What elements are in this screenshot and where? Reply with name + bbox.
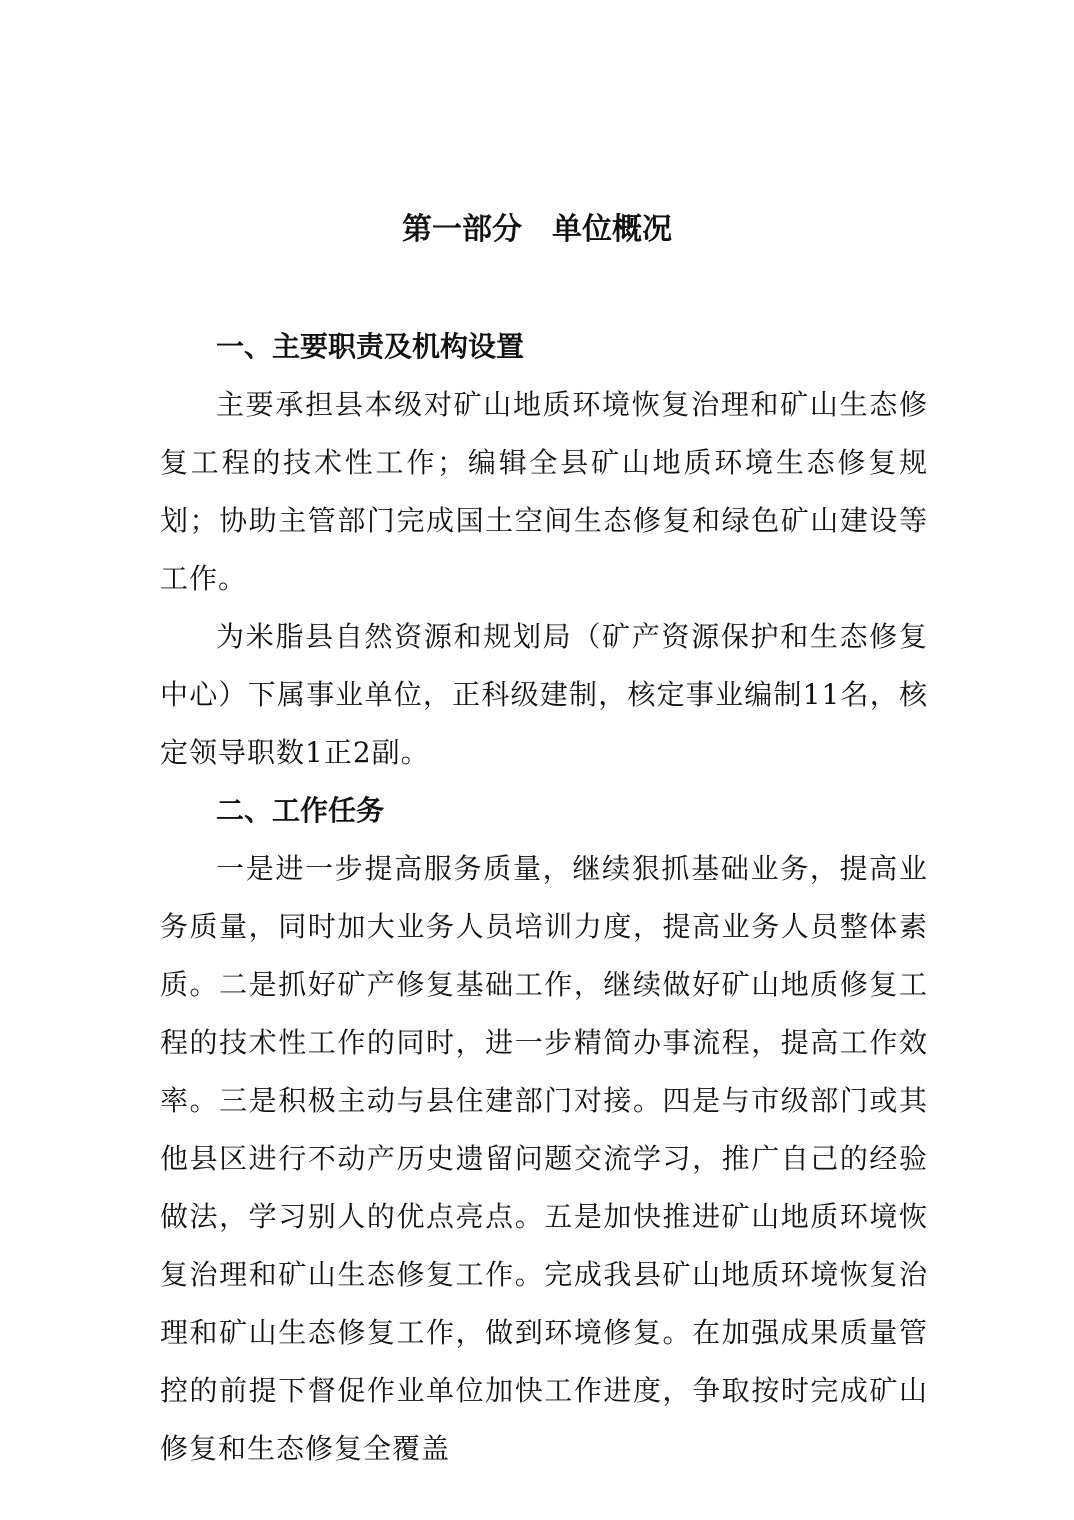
section-heading-2: 二、工作任务 (216, 794, 385, 827)
part-title: 第一部分 单位概况 (402, 212, 672, 247)
section-2-paragraph-1: 一是进一步提高服务质量，继续狠抓基础业务，提高业务质量，同时加大业务人员培训力度，提高业务人员整体素质。二是抓好矿产修复基础工作，继续做好矿山地质修复工程的技术性工作的同时，进一步精简办事流程，提高工作效率。三是积极主动与县住建部门对接。四是与市级部门或其他县区进行不动产历史遗留问题交流学习，推广自己的经验做法，学习别人的优点亮点。五是加快推进矿山地质环境恢复治理和矿山生态修复工作。完成我县矿山地质环境恢复治理和矿山生态修复工作，做到环境修复。在加强成果质量管控的前提下督促作业单位加快工作进度，争取按时完成矿山修复和生态修复全覆盖 (160, 852, 928, 1465)
section-1-paragraph-1: 主要承担县本级对矿山地质环境恢复治理和矿山生态修复工程的技术性工作；编辑全县矿山地质环境生态修复规划；协助主管部门完成国土空间生态修复和绿色矿山建设等工作。 (160, 388, 928, 595)
document-body (160, 318, 928, 1478)
section-heading-1: 一、主要职责及机构设置 (216, 330, 525, 363)
section-1-paragraph-2: 为米脂县自然资源和规划局（矿产资源保护和生态修复中心）下属事业单位，正科级建制，核定事业编制11名，核定领导职数1正2副。 (160, 620, 928, 769)
